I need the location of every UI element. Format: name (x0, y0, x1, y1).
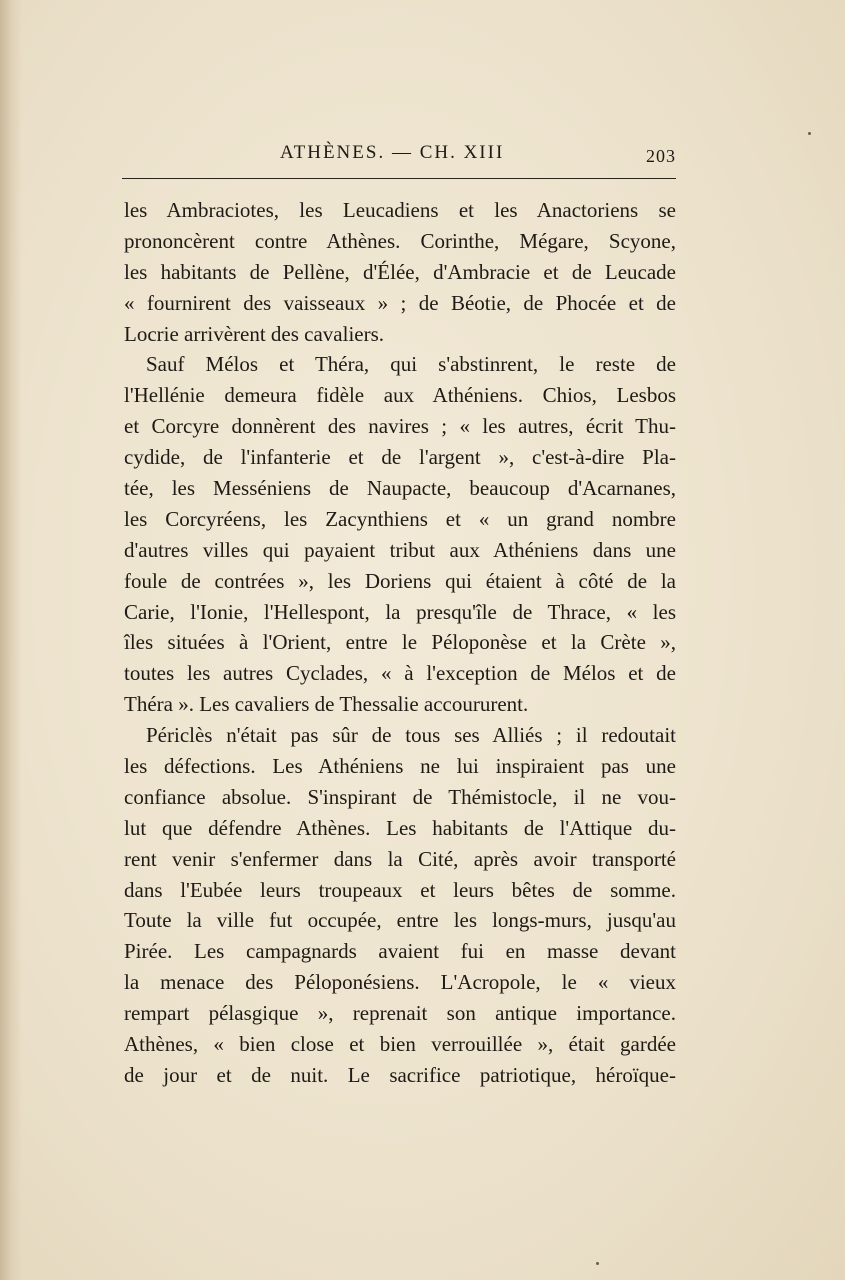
text-line: l'Hellénie demeura fidèle aux Athéniens. Chios, Lesbos (124, 383, 676, 408)
text-line: les Ambraciotes, les Leucadiens et les Anactoriens se (124, 198, 676, 222)
text-line: et Corcyre donnèrent des navires ; « les autres, écrit Thu- (124, 414, 676, 439)
text-line: les défections. Les Athéniens ne lui inspiraient pas une (124, 754, 676, 779)
header-rule (122, 178, 676, 179)
page-header (120, 142, 680, 172)
text-line: rent venir s'enfermer dans la Cité, après avoir transporté (124, 846, 676, 871)
text-line: Périclès n'était pas sûr de tous ses Alliés ; il redoutait (146, 723, 676, 748)
text-line: cydide, de l'infanterie et de l'argent », c'est-à-dire Pla- (124, 445, 676, 470)
text-line: confiance absolue. S'inspirant de Thémistocle, il ne vou- (124, 784, 676, 809)
text-line: d'autres villes qui payaient tribut aux Athéniens dans une (124, 537, 676, 562)
text-line: prononcèrent contre Athènes. Corinthe, Mégare, Scyone, (124, 228, 676, 253)
text-line: rempart pélasgique », reprenait son antique importance. (124, 1001, 676, 1026)
text-line: Carie, l'Ionie, l'Hellespont, la presqu'île de Thrace, « les (124, 599, 676, 624)
text-line: la menace des Péloponésiens. L'Acropole, le « vieux (124, 970, 676, 995)
text-line: toutes les autres Cyclades, « à l'exception de Mélos et de (124, 661, 676, 686)
text-line: « fournirent des vaisseaux » ; de Béotie, de Phocée et de (124, 290, 676, 315)
text-line: lut que défendre Athènes. Les habitants de l'Attique du- (124, 815, 676, 840)
running-head: ATHÈNES. — CH. XIII (280, 142, 505, 163)
paper-speck (596, 1262, 599, 1265)
text-line: Théra ». Les cavaliers de Thessalie accoururent. (124, 692, 529, 717)
spine-shadow (0, 0, 22, 1280)
text-line: Locrie arrivèrent des cavaliers. (124, 321, 385, 346)
page-number: 203 (646, 146, 676, 166)
text-line: les habitants de Pellène, d'Élée, d'Ambracie et de Leucade (124, 259, 676, 284)
text-line: tée, les Messéniens de Naupacte, beaucoup d'Acarnanes, (124, 476, 676, 501)
text-line: foule de contrées », les Doriens qui étaient à côté de la (124, 568, 676, 593)
text-line: les Corcyréens, les Zacynthiens et « un grand nombre (124, 506, 676, 531)
text-line: dans l'Eubée leurs troupeaux et leurs bêtes de somme. (124, 877, 676, 902)
text-line: de jour et de nuit. Le sacrifice patriotique, héroïque- (124, 1062, 676, 1087)
text-line: Sauf Mélos et Théra, qui s'abstinrent, le reste de (146, 352, 676, 377)
body-text (124, 195, 676, 1091)
text-line: îles situées à l'Orient, entre le Péloponèse et la Crète », (124, 630, 676, 655)
text-line: Pirée. Les campagnards avaient fui en masse devant (124, 939, 676, 964)
paper-speck (808, 132, 811, 135)
text-line: Toute la ville fut occupée, entre les longs-murs, jusqu'au (124, 908, 676, 933)
text-line: Athènes, « bien close et bien verrouillée », était gardée (124, 1032, 676, 1057)
